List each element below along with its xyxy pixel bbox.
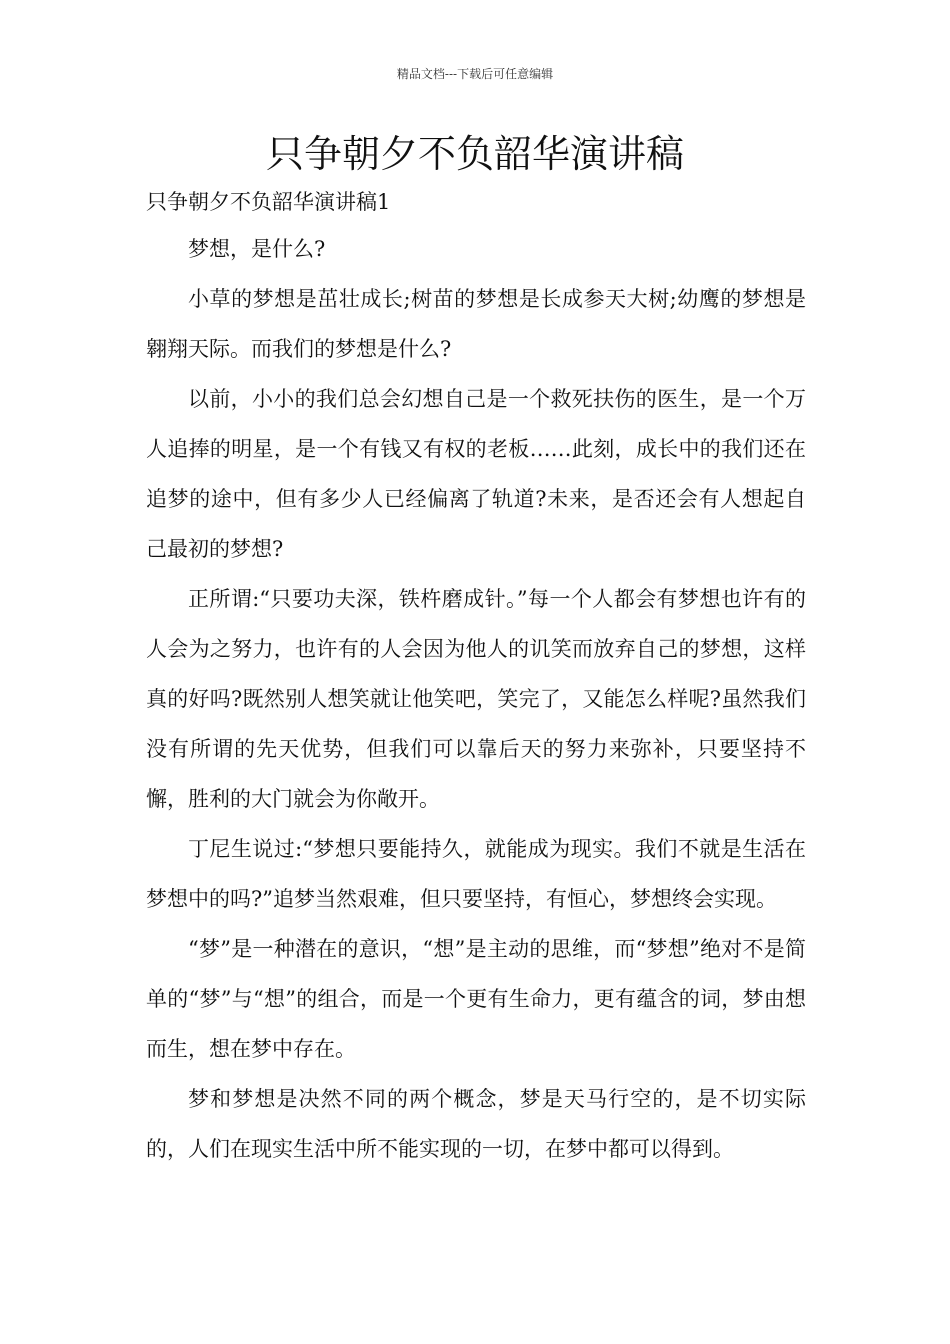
- paragraph: 丁尼生说过:“梦想只要能持久，就能成为现实。我们不就是生活在梦想中的吗?”追梦当然艰难，但只要坚持，有恒心，梦想终会实现。: [146, 837, 806, 911]
- header-note: 精品文档---下载后可任意编辑: [396, 67, 554, 81]
- document-body: [146, 224, 806, 1174]
- paragraph: 正所谓:“只要功夫深，铁杵磨成针。”每一个人都会有梦想也许有的人会为之努力，也许有的人会因为他人的讥笑而放弃自己的梦想，这样真的好吗?既然别人想笑就让他笑吧，笑完了，又能怎么样呢?虽然我们没有所谓的先天优势，但我们可以靠后天的努力来弥补，只要坚持不懈，胜利的大门就会为你敞开。: [146, 587, 806, 811]
- paragraph: 小草的梦想是茁壮成长;树苗的梦想是长成参天大树;幼鹰的梦想是翱翔天际。而我们的梦想是什么?: [146, 287, 806, 361]
- paragraph: 以前，小小的我们总会幻想自己是一个救死扶伤的医生，是一个万人追捧的明星，是一个有钱又有权的老板……此刻，成长中的我们还在追梦的途中，但有多少人已经偏离了轨道?未来，是否还会有人想起自己最初的梦想?: [146, 387, 806, 561]
- document-subtitle: 只争朝夕不负韶华演讲稿1: [146, 190, 391, 214]
- paragraph: 梦想，是什么?: [188, 237, 326, 261]
- paragraph: 梦和梦想是决然不同的两个概念，梦是天马行空的，是不切实际的，人们在现实生活中所不能实现的一切，在梦中都可以得到。: [146, 1087, 806, 1161]
- document-title: 只争朝夕不负韶华演讲稿: [265, 132, 684, 176]
- paragraph: “梦”是一种潜在的意识，“想”是主动的思维，而“梦想”绝对不是简单的“梦”与“想”的组合，而是一个更有生命力，更有蕴含的词，梦由想而生，想在梦中存在。: [146, 937, 806, 1061]
